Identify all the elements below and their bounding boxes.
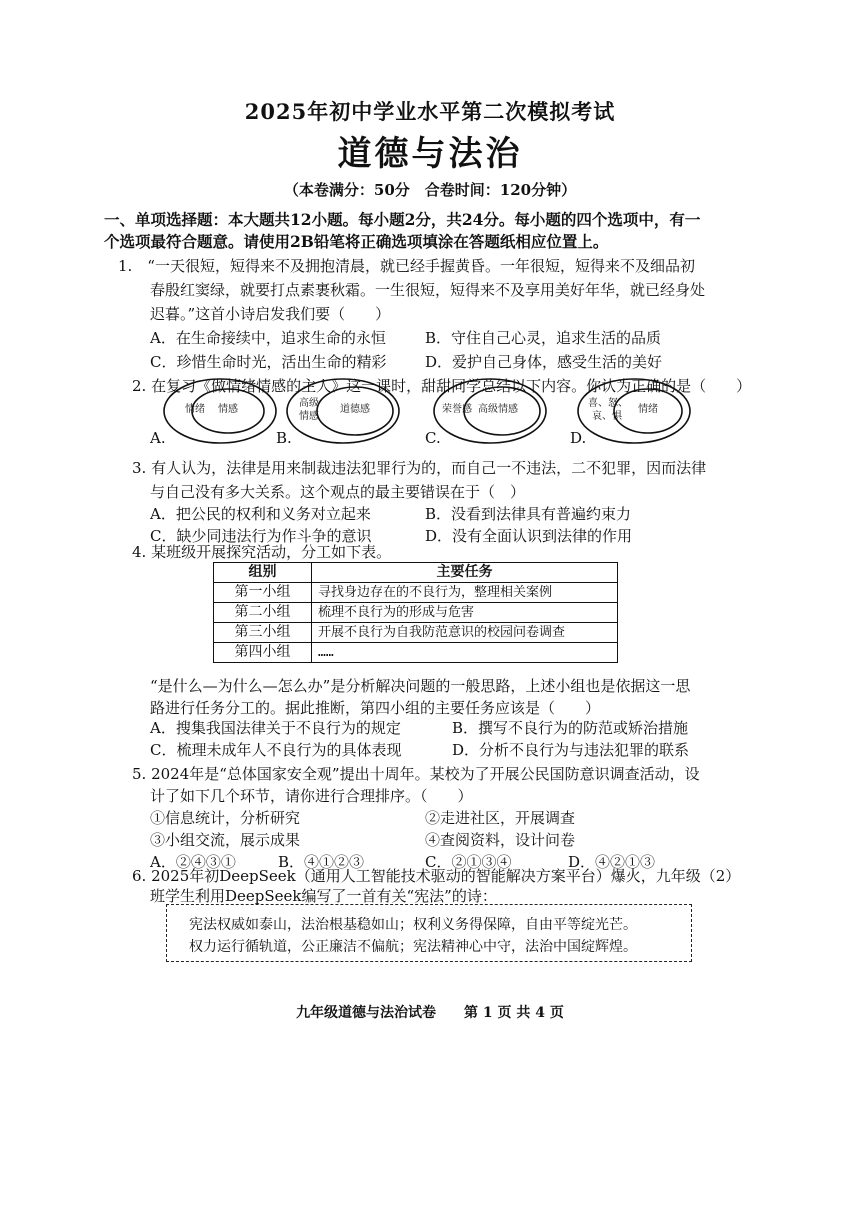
q5-step-4: ④查阅资料，设计问卷 — [425, 831, 576, 849]
q6-stem-line2: 班学生利用DeepSeek编写了一首有关“宪法”的诗： — [150, 887, 497, 905]
q6-stem-line1: 6. 2025年初DeepSeek（通用人工智能技术驱动的智能解决方案平台）爆火，九年级（2） — [132, 867, 741, 885]
q5-option-c: C．②①③④ — [425, 853, 512, 871]
q2-c-inner-label: 高级情感 — [478, 404, 518, 415]
q4-option-a: A．搜集我国法律关于不良行为的规定 — [150, 719, 401, 737]
q1-option-a: A．在生命接续中，追求生命的永恒 — [150, 329, 386, 347]
page-footer: 九年级道德与法治试卷 第 1 页 共 4 页 — [296, 1005, 564, 1021]
table-cell-task: 开展不良行为自我防范意识的校园问卷调查 — [312, 623, 618, 643]
q2-d-outer-label-1: 喜、怒、 — [588, 398, 628, 409]
table-cell-group: 第二小组 — [214, 603, 312, 623]
q5-step-1: ①信息统计，分析研究 — [150, 809, 301, 827]
q2-a-inner-label: 情感 — [218, 404, 238, 415]
q3-option-b: B．没看到法律具有普遍约束力 — [425, 505, 632, 523]
q2-b-outer-label-2: 情感 — [299, 411, 319, 422]
q5-option-a: A．②④③① — [150, 853, 236, 871]
q3-option-d: D．没有全面认识到法律的作用 — [425, 527, 633, 545]
exam-info: （本卷满分：50分 合卷时间：120分钟） — [283, 181, 577, 199]
poem-line-2: 权力运行循轨道，公正廉洁不偏航；宪法精神心中守，法治中国绽辉煌。 — [189, 939, 637, 955]
q2-option-c-label: C. — [425, 429, 441, 447]
table-row — [214, 643, 618, 663]
table-header-row — [214, 563, 618, 583]
q2-option-d-label: D. — [570, 429, 587, 447]
q1-option-b: B．守住自己心灵，追求生活的品质 — [425, 329, 662, 347]
q3-stem-line2: 与自己没有多大关系。这个观点的最主要错误在于（ ） — [150, 483, 526, 501]
q1-stem-line3: 迟暮。”这首小诗启发我们要（ ） — [150, 305, 391, 323]
q4-text-line2: 路进行任务分工的。据此推断，第四小组的主要任务应该是（ ） — [150, 699, 601, 717]
table-cell-group: 第三小组 — [214, 623, 312, 643]
table-row — [214, 623, 618, 643]
poem-line-1: 宪法权威如泰山，法治根基稳如山；权利义务得保障，自由平等绽光芒。 — [189, 917, 637, 933]
q1-stem-line2: 春殷红窦绿，就要打点素裹秋霜。一生很短，短得来不及享用美好年华，就已经身处 — [150, 281, 706, 299]
table-cell-group: 第四小组 — [214, 643, 312, 663]
q1-option-d: D．爱护自己身体，感受生活的美好 — [425, 353, 663, 371]
q4-text-line1: “是什么—为什么—怎么办”是分析解决问题的一般思路，上述小组也是依据这一思 — [150, 677, 691, 695]
q6-poem-box — [166, 904, 692, 962]
q2-d-outer-label-2: 哀、惧 — [592, 411, 622, 422]
q5-option-b: B．④①②③ — [278, 853, 365, 871]
table-row — [214, 603, 618, 623]
exam-title: 2025年初中学业水平第二次模拟考试 — [244, 99, 616, 124]
section-instruction-line1: 一、单项选择题：本大题共12小题。每小题2分，共24分。每小题的四个选项中，有一 — [104, 210, 701, 229]
q2-stem: 2. 在复习《做情绪情感的主人》这一课时，甜甜同学总结以下内容。你认为正确的是（ ） — [132, 377, 752, 395]
q3-option-c: C．缺少同违法行为作斗争的意识 — [150, 527, 372, 545]
q1-option-c: C．珍惜生命时光，活出生命的精彩 — [150, 353, 387, 371]
q2-c-outer-label: 荣誉感 — [442, 404, 472, 415]
q4-option-c: C．梳理未成年人不良行为的具体表现 — [150, 741, 402, 759]
q1-stem-line1: 1. “一天很短，短得来不及拥抱清晨，就已经手握黄昏。一年很短，短得来不及细品初 — [118, 257, 695, 275]
q5-stem-line2: 计了如下几个环节，请你进行合理排序。（ ） — [150, 787, 473, 805]
q5-option-d: D．④②①③ — [568, 853, 656, 871]
table-cell-task: …… — [312, 643, 618, 663]
q2-b-outer-label-1: 高级 — [299, 398, 319, 409]
q2-option-a-label: A. — [150, 429, 166, 447]
q2-d-inner-label: 情绪 — [638, 404, 658, 415]
q4-stem: 4. 某班级开展探究活动，分工如下表。 — [132, 543, 392, 561]
q3-option-a: A．把公民的权利和义务对立起来 — [150, 505, 371, 523]
q5-step-3: ③小组交流，展示成果 — [150, 831, 301, 849]
q2-a-outer-label: 情绪 — [185, 404, 205, 415]
table-row — [214, 583, 618, 603]
table-cell-group: 第一小组 — [214, 583, 312, 603]
table-cell-task: 梳理不良行为的形成与危害 — [312, 603, 618, 623]
subject-title: 道德与法治 — [337, 134, 523, 174]
q4-option-b: B．撰写不良行为的防范或矫治措施 — [452, 719, 689, 737]
section-instruction-line2: 个选项最符合题意。请使用2B铅笔将正确选项填涂在答题纸相应位置上。 — [104, 232, 609, 251]
table-header-cell: 主要任务 — [312, 563, 618, 583]
q4-task-table — [213, 562, 618, 663]
table-header-cell: 组别 — [214, 563, 312, 583]
table-cell-task: 寻找身边存在的不良行为，整理相关案例 — [312, 583, 618, 603]
q3-stem-line1: 3. 有人认为，法律是用来制裁违法犯罪行为的，而自己一不违法，二不犯罪，因而法律 — [132, 459, 707, 477]
q5-step-2: ②走进社区，开展调查 — [425, 809, 576, 827]
q4-option-d: D．分析不良行为与违法犯罪的联系 — [452, 741, 690, 759]
q5-stem-line1: 5. 2024年是“总体国家安全观”提出十周年。某校为了开展公民国防意识调查活动，设 — [132, 765, 700, 783]
q2-option-b-label: B. — [276, 429, 292, 447]
q2-b-inner-label: 道德感 — [340, 404, 370, 415]
